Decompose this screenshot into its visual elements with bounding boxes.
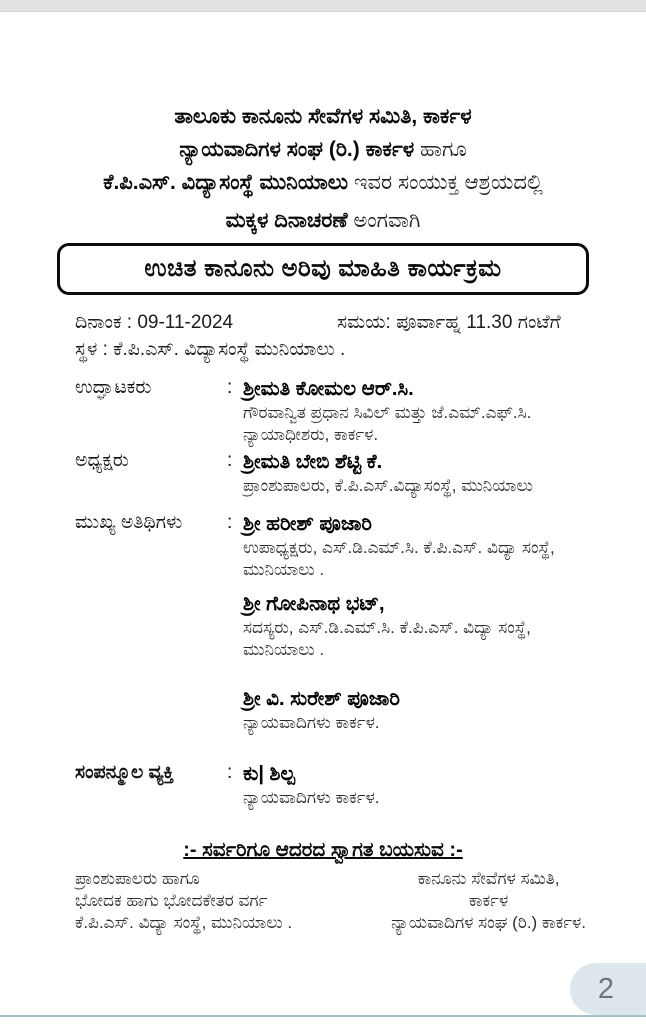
section-label: ಅಧ್ಯಕ್ಷರು [75,450,129,471]
dignitary-name: ಶ್ರೀ ಹರೀಶ್ ಪೂಜಾರಿ [243,513,372,535]
occasion-regular: ಅಂಗವಾಗಿ [353,209,421,232]
footer-right-column [391,868,586,934]
section-label [75,592,227,661]
header-line-2-bold: ನ್ಯಾಯವಾದಿಗಳ ಸಂಘ (ರಿ.) ಕಾರ್ಕಳ [179,138,415,161]
section-colon [227,687,243,734]
footer-right-line-2: ಕಾರ್ಕಳ [468,891,509,910]
header-line-1: ತಾಲೂಕು ಕಾನೂನು ಸೇವೆಗಳ ಸಮಿತಿ, ಕಾರ್ಕಳ [174,105,472,128]
section-colon [227,592,243,661]
welcome-heading: :- ಸರ್ವರಿಗೂ ಆದರದ ಸ್ವಾಗತ ಬಯಸುವ :- [183,839,463,861]
dignitary-detail: ಪ್ರಾಂಶುಪಾಲರು, ಕೆ.ಪಿ.ಎಸ್.ವಿದ್ಯಾಸಂಸ್ಥೆ, ಮುನಿಯಾಲು [243,476,533,495]
section-chief-guest-3 [75,687,646,734]
program-title-box [57,243,589,295]
viewer-top-bar [0,0,646,12]
section-colon: : [227,377,233,398]
footer-right-line-3: ನ್ಯಾಯವಾದಿಗಳ ಸಂಘ (ರಿ.) ಕಾರ್ಕಳ. [391,913,586,932]
footer-left-line-1: ಪ್ರಾಂಶುಪಾಲರು ಹಾಗೂ [75,869,200,888]
viewer-bottom-divider [0,1015,646,1017]
footer-right-line-1: ಕಾನೂನು ಸೇವೆಗಳ ಸಮಿತಿ, [417,869,560,888]
dignitary-name: ಶ್ರೀಮತಿ ಕೋಮಲ ಆರ್.ಸಿ. [243,378,414,400]
event-meta [75,309,646,363]
dignitary-detail: ಮುನಿಯಾಲು . [243,640,325,659]
footer-left-line-3: ಕೆ.ಪಿ.ಎಸ್. ವಿದ್ಯಾ ಸಂಸ್ಥೆ, ಮುನಿಯಾಲು . [75,913,293,932]
dignitary-detail: ಸದಸ್ಯರು, ಎಸ್.ಡಿ.ಎಮ್.ಸಿ. ಕೆ.ಪಿ.ಎಸ್. ವಿದ್ಯಾ ಸಂಸ್ಥೆ, [243,618,531,637]
occasion-bold: ಮಕ್ಕಳ ದಿನಾಚರಣೆ [225,209,348,232]
date-text: ದಿನಾಂಕ : 09-11-2024 [75,312,234,333]
section-colon: : [227,450,233,471]
section-label: ಮುಖ್ಯ ಅತಿಥಿಗಳು [75,512,183,533]
section-colon: : [227,512,233,533]
section-label [75,687,227,734]
footer-left-column [75,868,292,934]
header-line-3-regular: ಇವರ ಸಂಯುಕ್ತ ಆಶ್ರಯದಲ್ಲಿ [353,171,543,194]
section-resource-person [75,762,646,809]
document-header [0,100,646,199]
section-president [75,450,646,497]
time-text: ಸಮಯ: ಪೂರ್ವಾಹ್ನ 11.30 ಗಂಟೆಗೆ [337,312,561,333]
venue-text: ಸ್ಥಳ : ಕೆ.ಪಿ.ಎಸ್. ವಿದ್ಯಾಸಂಸ್ಥೆ ಮುನಿಯಾಲು . [75,339,346,360]
dignitary-name: ಶ್ರೀಮತಿ ಬೇಬಿ ಶೆಟ್ಟಿ ಕೆ. [243,451,383,473]
program-title: ಉಚಿತ ಕಾನೂನು ಅರಿವು ಮಾಹಿತಿ ಕಾರ್ಯಕ್ರಮ [144,255,502,282]
dignitary-detail: ನ್ಯಾಯಾಧೀಶರು, ಕಾರ್ಕಳ. [243,425,379,444]
dignitary-name: ಶ್ರೀ ಗೋಪಿನಾಥ ಭಟ್, [243,593,385,615]
dignitary-name: ಕು| ಶಿಲ್ಪ [243,763,295,785]
header-line-2-regular: ಹಾಗೂ [420,138,467,161]
dignitary-detail: ಮುನಿಯಾಲು . [243,560,325,579]
page-number-badge: 2 [570,963,646,1015]
dignitary-detail: ನ್ಯಾಯವಾದಿಗಳು ಕಾರ್ಕಳ. [243,788,380,807]
footer-left-line-2: ಭೋದಕ ಹಾಗು ಭೋದಕೇತರ ವರ್ಗ [75,891,268,910]
section-label: ಉದ್ಘಾಟಕರು [75,377,152,398]
dignitary-detail: ಗೌರವಾನ್ವಿತ ಪ್ರಧಾನ ಸಿವಿಲ್ ಮತ್ತು ಜೆ.ಎಮ್.ಎಫ್.ಸಿ. [243,403,532,422]
footer-columns [75,868,586,934]
dignitary-sections [0,377,646,809]
dignitary-detail: ಉಪಾಧ್ಯಕ್ಷರು, ಎಸ್.ಡಿ.ಎಮ್.ಸಿ. ಕೆ.ಪಿ.ಎಸ್. ವಿದ್ಯಾ ಸಂಸ್ಥೆ, [243,538,555,557]
section-colon: : [227,762,233,783]
section-label: ಸಂಪನ್ಮೂಲ ವ್ಯಕ್ತಿ [75,762,174,783]
section-chief-guest-2 [75,592,646,661]
occasion-line [0,209,646,233]
dignitary-detail: ನ್ಯಾಯವಾದಿಗಳು ಕಾರ್ಕಳ. [243,713,380,732]
header-line-2 [0,133,646,166]
date-time-row [75,309,646,336]
header-line-3-bold: ಕೆ.ಪಿ.ಎಸ್. ವಿದ್ಯಾಸಂಸ್ಥೆ ಮುನಿಯಾಲು [103,171,349,194]
section-chief-guest-1 [75,512,646,581]
document-page [0,12,646,934]
dignitary-name: ಶ್ರೀ ವಿ. ಸುರೇಶ್ ಪೂಜಾರಿ [243,688,400,710]
header-line-3 [0,166,646,199]
section-inaugurator [75,377,646,446]
